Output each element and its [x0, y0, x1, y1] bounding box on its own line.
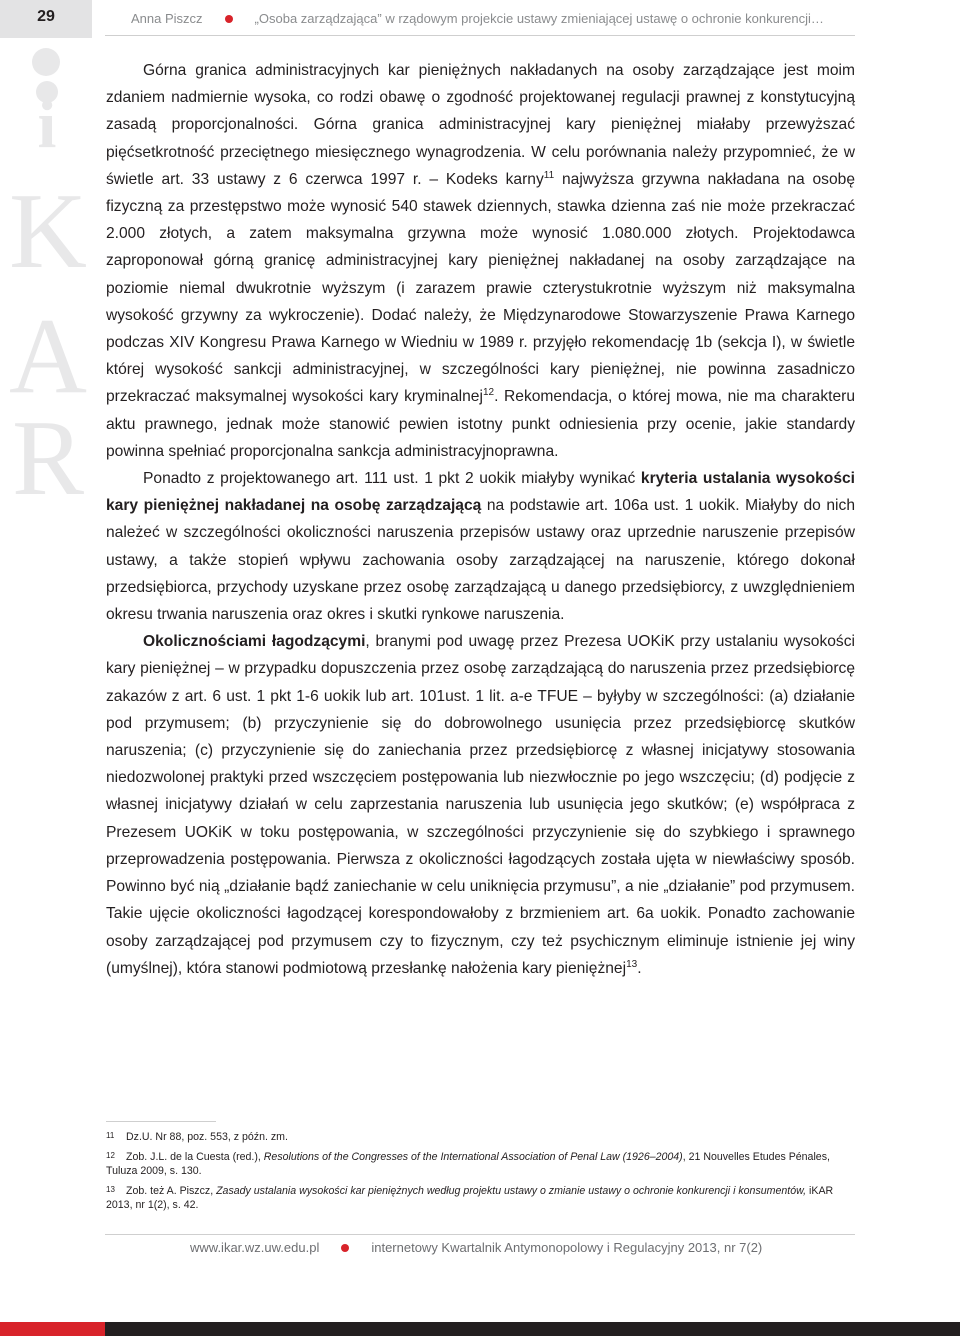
paragraph-text: Ponadto z projektowanego art. 111 ust. 1 pkt 2 uokik miałyby wynikać	[143, 470, 641, 488]
footer-rule	[105, 1234, 855, 1235]
page-number: 29	[37, 8, 55, 25]
bullet-dot-icon	[225, 15, 233, 23]
header-author: Anna Piszcz	[131, 11, 203, 26]
paragraph-text: najwyższa grzywna nakładana na osobę fizyczną za przestępstwo może wynosić 540 stawek dziennych, stawka dzienna zaś nie może przekraczać 2.000 złotych, a zatem maksymalna grzywna może wynosić 1.080.000 złotych. Projektodawca zaproponował górną granicę administracyjnej kary pieniężnej nakładanej na osoby zarządzające na poziomie niemal dwukrotnie wyższym (i zarazem prawie czterystukrotnie wyższym niż maksymalna wysokość grzywny za wykroczenie). Dodać należy, że Międzynarodowe Stowarzyszenie Prawa Karnego podczas XIV Kongresu Prawa Karnego w Wiedniu w 1989 r. przyjęło rekomendację 1b (sekcja I), w świetle której wysokość sankcji administracyjnej, w szczególności kary pieniężnej, nie powinna zasadniczo przekraczać maksymalnej wysokości kary kryminalnej	[106, 170, 855, 406]
footnote-number: 11	[106, 1131, 115, 1140]
paragraph-text: Górna granica administracyjnych kar pieniężnych nakładanych na osoby zarządzające jest moim zdaniem nadmiernie wysoka, co rodzi obawę o zgodność projektowanej regulacji prawnej z konstytucyjną zasadą proporcjonalności. Górna granica administracyjnej kary pieniężnej miałaby przewyższać pięćsetkrotność przeciętnego miesięcznego wynagrodzenia. W celu porównania należy przypomnieć, że w świetle art. 33 ustawy z 6 czerwca 1997 r. – Kodeks karny	[106, 62, 855, 188]
footnote-text: Zob. też A. Piszcz,	[126, 1185, 217, 1197]
bold-term: kryteria ustalania wysokości kary pieniężnej nakładanej na osobę zarządzającą	[106, 470, 855, 515]
footer-dark-bar	[105, 1322, 960, 1336]
footnote-ref: 13	[626, 958, 638, 970]
paragraph	[106, 628, 855, 982]
brand-circle-icon	[32, 48, 60, 76]
paragraph-text: . Rekomendacja, o której mowa, nie ma charakteru aktu prawnego, jednak może stanowić pewien istotny punkt odniesienia przy ocenie, jakie standardy powinna spełniać proporcjonalna sankcja administracyjnoprawna.	[106, 388, 855, 460]
footnote-number: 13	[106, 1185, 115, 1194]
footnote-title: Zasady ustalania wysokości kar pieniężnych według projektu ustawy o zmianie ustawy o ochronie konkurencji i konsumentów,	[216, 1185, 807, 1197]
brand-letter-i: i	[37, 86, 57, 162]
footnote	[106, 1150, 855, 1178]
footer-accent-bar	[0, 1322, 105, 1336]
footnote-text: , 21 Nouvelles Etudes Pénales, Tuluza 2009, s. 130.	[106, 1151, 830, 1177]
paragraph	[106, 57, 855, 465]
running-header	[131, 11, 855, 31]
footnote-text: Zob. J.L. de la Cuesta (red.),	[126, 1151, 264, 1163]
header-title: „Osoba zarządzająca” w rządowym projekcie ustawy zmieniającej ustawę o ochronie konkurencji…	[254, 11, 824, 26]
running-footer	[190, 1240, 855, 1260]
article-body	[106, 57, 855, 982]
footer-journal: internetowy Kwartalnik Antymonopolowy i Regulacyjny 2013, nr 7(2)	[371, 1240, 763, 1255]
footnotes	[106, 1130, 855, 1218]
bullet-dot-icon	[341, 1244, 349, 1252]
footnote-ref: 11	[543, 169, 555, 181]
footer-url-link[interactable]: www.ikar.wz.uw.edu.pl	[190, 1240, 320, 1255]
footnote-number: 12	[106, 1151, 115, 1160]
footnote-rule	[106, 1121, 216, 1122]
paragraph-text: , branymi pod uwagę przez Prezesa UOKiK przy ustalaniu wysokości kary pieniężnej – w przypadku dopuszczenia przez osobę zarządzającą do naruszenia przez przedsiębiorcę zakazów z art. 6 ust. 1 pkt 1-6 uokik lub art. 101ust. 1 lit. a-e TFUE – byłyby w szczególności: (a) działanie pod przymusem; (b) przyczynienie się do dobrowolnego usunięcia przez przedsiębiorcę skutków naruszenia; (c) przyczynienie się do zaniechania przez przedsiębiorcę z własnej inicjatywy stosowania niedozwolonej praktyki przed wszczęciem postępowania lub niezwłocznie po jego wszczęciu; (d) podjęcie z własnej inicjatywy działań w celu zaprzestania naruszenia lub usunięcia jego skutków; (e) współpraca z Prezesem UOKiK w toku postępowania, w szczególności przyczynienie się do szybkiego i sprawnego przeprowadzenia postępowania. Pierwsza z okoliczności łagodzących została ujęta w niewłaściwy sposób. Powinno być nią „działanie bądź zaniechanie w celu uniknięcia przymusu”, a nie „działanie” pod przymusem. Takie ujęcie okoliczności łagodzącej korespondowałoby z brzmieniem art. 6a uokik. Ponadto zachowanie osoby zarządzającej pod przymusem czy to fizycznym, czy też psychicznym eliminuje istnienie jej winy (umyślnej), która stanowi podmiotową przesłankę nałożenia kary pieniężnej	[106, 633, 855, 977]
bold-term: Okolicznościami łagodzącymi	[143, 633, 366, 651]
paragraph-text: .	[637, 959, 642, 977]
brand-letter-k: K	[9, 172, 87, 291]
footnote	[106, 1184, 855, 1212]
header-rule	[105, 35, 855, 36]
footnote-ref: 12	[482, 387, 495, 399]
footnote-text: Dz.U. Nr 88, poz. 553, z późn. zm.	[126, 1131, 288, 1143]
footnote	[106, 1130, 855, 1144]
footnote-text: iKAR 2013, nr 1(2), s. 42.	[106, 1185, 834, 1211]
paragraph	[106, 465, 855, 628]
brand-letter-a: A	[9, 297, 87, 416]
paragraph-text: na podstawie art. 106a ust. 1 uokik. Miałyby do nich należeć w szczególności okoliczności naruszenia przepisów ustawy oraz uprzednie naruszenie przepisów ustawy, a także stopień wpływu zachowania osoby zarządzającej na naruszenie, którego dokonał przedsiębiorca, przychody uzyskane przez osobę zarządzającą u danego przedsiębiorcy, z uwzględnieniem okresu trwania naruszenia oraz okres i skutki rynkowe naruszenia.	[106, 497, 855, 624]
footnote-title: Resolutions of the Congresses of the International Association of Penal Law (1926–2004)	[263, 1151, 683, 1163]
brand-letter-r: R	[11, 399, 85, 518]
